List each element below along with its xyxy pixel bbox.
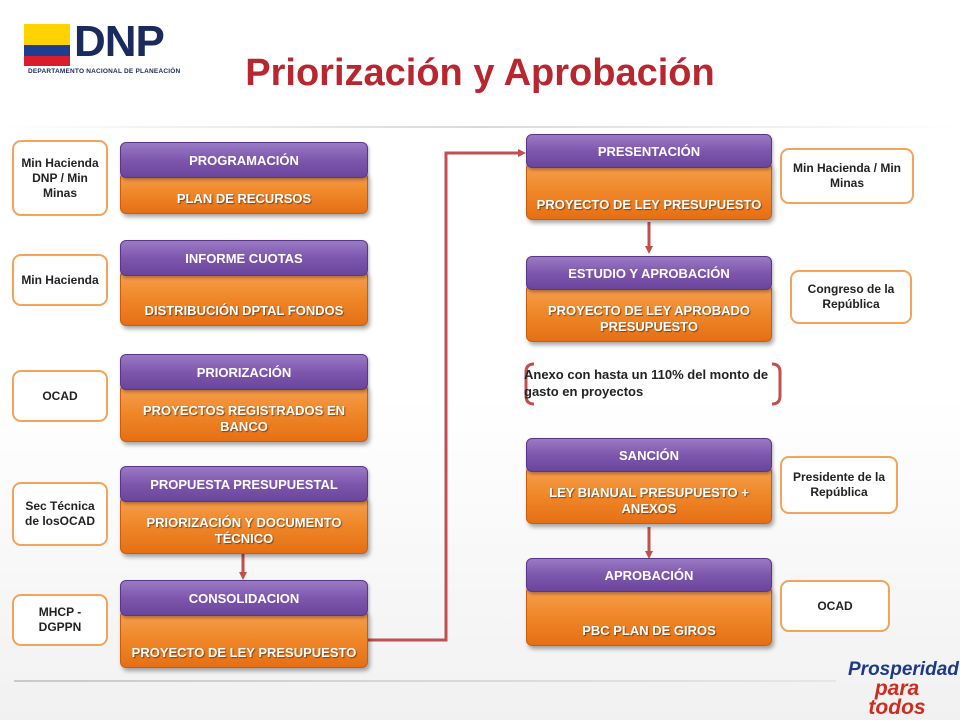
actor-box: MHCP - DGPPN [12, 594, 108, 646]
dnp-logo-text: DNP [74, 17, 164, 66]
brand-line-2: para todos [868, 677, 926, 719]
flow-body-box: PROYECTOS REGISTRADOS EN BANCO [120, 384, 368, 442]
actor-box: Min Hacienda / Min Minas [780, 148, 914, 204]
flow-head-box: INFORME CUOTAS [120, 240, 368, 276]
annex-note: Anexo con hasta un 110% del monto de gasto en proyectos [524, 367, 769, 399]
actor-box: Sec Técnica de losOCAD [12, 482, 108, 546]
flow-head-box: PROGRAMACIÓN [120, 142, 368, 178]
flow-body-box: PROYECTO DE LEY PRESUPUESTO [120, 610, 368, 668]
actor-box: OCAD [12, 370, 108, 422]
flow-body-box: PBC PLAN DE GIROS [526, 586, 772, 646]
flow-head-box: PRESENTACIÓN [526, 134, 772, 168]
actor-box: Congreso de la República [790, 270, 912, 324]
flow-head-box: PRIORIZACIÓN [120, 354, 368, 390]
flow-body-box: LEY BIANUAL PRESUPUESTO + ANEXOS [526, 466, 772, 524]
footer-divider [14, 680, 836, 682]
brand-line-1: Prosperidad [848, 659, 959, 680]
flow-head-box: ESTUDIO Y APROBACIÓN [526, 256, 772, 290]
flow-head-box: PROPUESTA PRESUPUESTAL [120, 466, 368, 502]
actor-box: Min Hacienda [12, 254, 108, 306]
flow-body-box: PLAN DE RECURSOS [120, 172, 368, 214]
flow-body-box: PROYECTO DE LEY APROBADO PRESUPUESTO [526, 284, 772, 342]
flow-body-box: PRIORIZACIÓN Y DOCUMENTO TÉCNICO [120, 496, 368, 554]
actor-box: OCAD [780, 580, 890, 632]
actor-box: Presidente de la República [780, 456, 898, 514]
flow-head-box: SANCIÓN [526, 438, 772, 472]
page-title: Priorización y Aprobación [245, 52, 715, 94]
flow-body-box: DISTRIBUCIÓN DPTAL FONDOS [120, 270, 368, 326]
flow-head-box: CONSOLIDACION [120, 580, 368, 616]
arrow-connector [368, 153, 522, 640]
flow-body-box: PROYECTO DE LEY PRESUPUESTO [526, 162, 772, 220]
prosperidad-logo [848, 659, 959, 719]
actor-box: Min Hacienda DNP / Min Minas [12, 140, 108, 216]
dnp-logo-subtitle: DEPARTAMENTO NACIONAL DE PLANEACIÓN [28, 68, 181, 75]
flow-head-box: APROBACIÓN [526, 558, 772, 592]
